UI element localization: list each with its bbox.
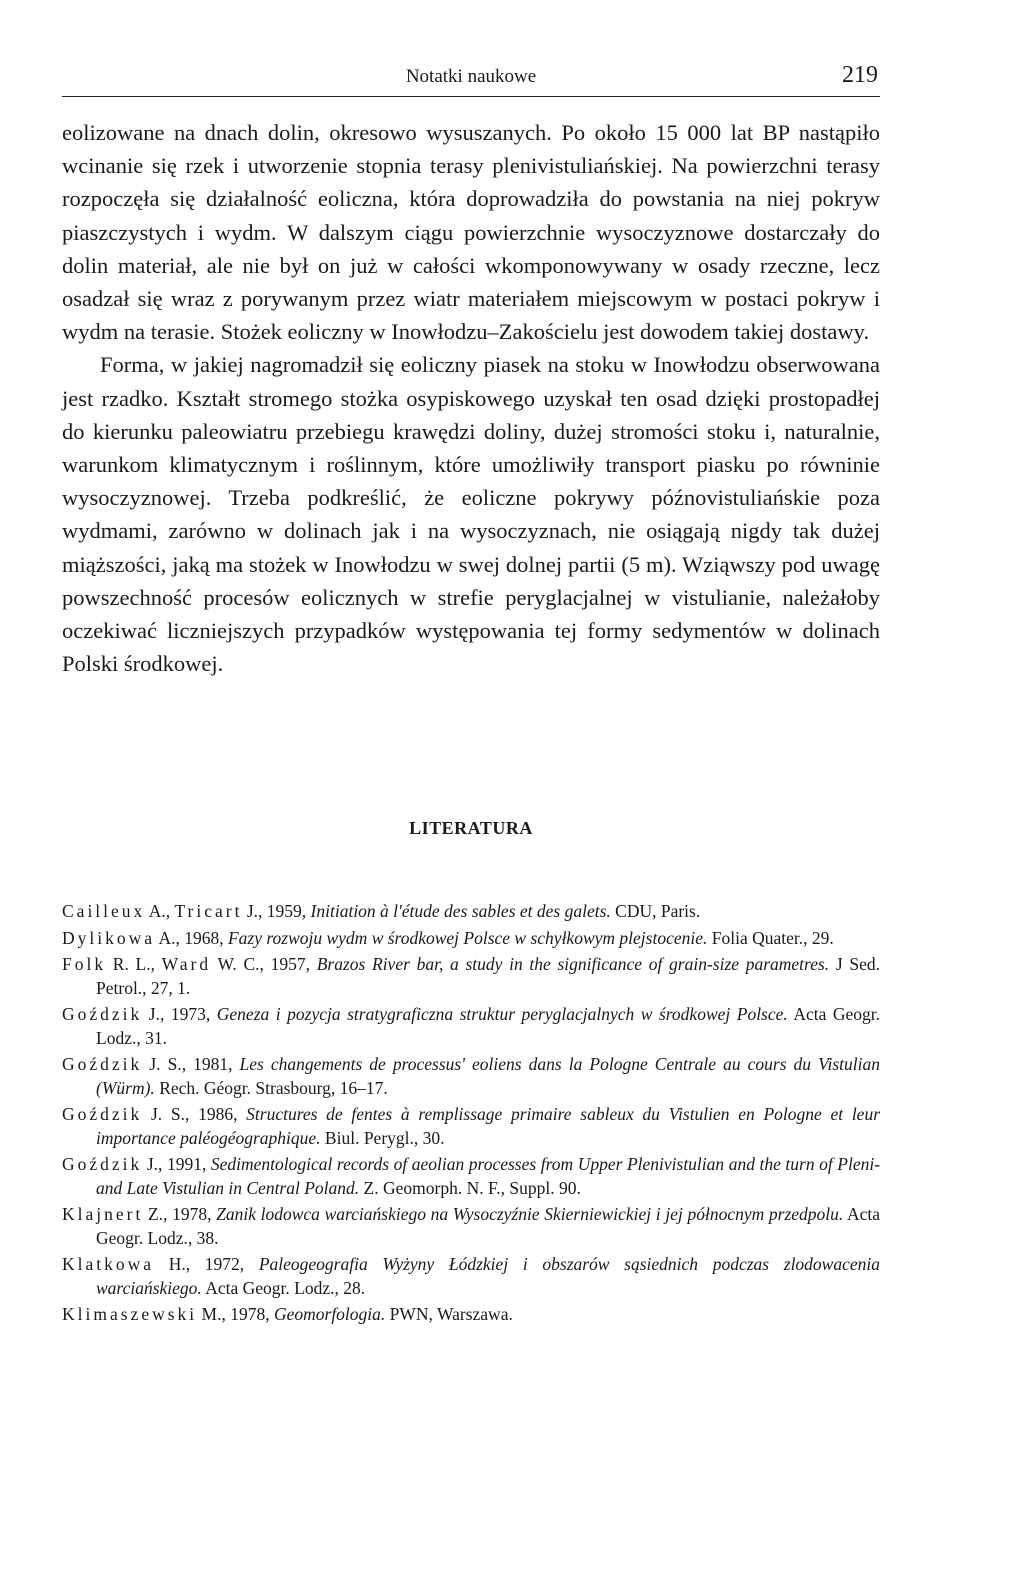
- reference-title: Fazy rozwoju wydm w środkowej Polsce w schyłkowym plejstocenie.: [227, 927, 708, 948]
- reference-author: Klimaszewski: [62, 1304, 198, 1324]
- reference-initials: J. S.: [142, 1104, 185, 1124]
- reference-entry: [62, 1303, 880, 1327]
- reference-initials: Z.: [143, 1204, 164, 1224]
- reference-year: , 1959,: [258, 901, 311, 921]
- reference-list: [62, 900, 880, 1330]
- reference-entry: [62, 953, 880, 1000]
- reference-author: Folk: [62, 954, 107, 974]
- reference-author: Tricart: [174, 901, 243, 921]
- reference-source: Folia Quater., 29.: [707, 927, 834, 948]
- reference-source: Acta Geogr. Lodz., 31.: [96, 1004, 881, 1048]
- body-text: [62, 116, 880, 680]
- reference-source: Acta Geogr. Lodz., 28.: [201, 1277, 366, 1298]
- reference-author: Cailleux: [62, 901, 146, 921]
- reference-initials: A.: [155, 927, 176, 948]
- reference-year: , 1968,: [175, 927, 228, 948]
- reference-title: Paleogeografia Wyżyny Łódzkiej i obszarów sąsiednich podczas zlodowacenia warciańskiego.: [96, 1254, 881, 1298]
- reference-author: Ward: [161, 954, 212, 974]
- reference-entry: [62, 1253, 880, 1300]
- reference-author: Goździk: [62, 1154, 143, 1174]
- reference-entry: [62, 1053, 880, 1100]
- reference-title: Zanik lodowca warciańskiego na Wysoczyźnie Skierniewickiej i jej północnym przedpolu.: [216, 1204, 844, 1224]
- reference-source: CDU, Paris.: [610, 901, 701, 921]
- reference-year: , 1991,: [158, 1154, 211, 1174]
- reference-title: Initiation à l'étude des sables et des galets.: [310, 901, 611, 921]
- reference-author: Dylikowa: [62, 927, 156, 948]
- running-head: [62, 62, 880, 97]
- paragraph: eolizowane na dnach dolin, okresowo wysuszanych. Po około 15 000 lat BP nastąpiło wcinanie się rzek i utworzenie stopnia terasy plenivistuliańskiej. Na powierzchni terasy rozpoczęła się działalność eoliczna, która doprowadziła do powstania na niej pokryw piaszczystych i wydm. W dalszym ciągu powierzchnie wysoczyznowe dostarczały do dolin materiał, ale nie był on już w całości wkomponowywany w osady rzeczne, lecz osadzał się wraz z porywanym przez wiatr materiałem miejscowym w postaci pokryw i wydm na terasie. Stożek eoliczny w Inowłodzu–Zakościelu jest dowodem takiej dostawy.: [62, 120, 880, 345]
- page-number: 219: [842, 62, 878, 88]
- reference-initials: J.: [242, 901, 259, 921]
- running-title: Notatki naukowe: [405, 66, 537, 87]
- reference-initials: R. L.,: [106, 954, 162, 974]
- reference-author: Goździk: [62, 1054, 143, 1074]
- reference-title: Les changements de processus' eoliens dans la Pologne Centrale au cours du Vistulian (Würm).: [96, 1054, 880, 1098]
- reference-author: Klajnert: [62, 1204, 144, 1224]
- reference-initials: J.: [142, 1154, 159, 1174]
- reference-year: , 1957,: [259, 954, 317, 974]
- reference-initials: A.,: [145, 901, 175, 921]
- reference-title: Geomorfologia.: [273, 1304, 386, 1324]
- reference-year: , 1978,: [221, 1304, 274, 1324]
- reference-source: Biul. Perygl., 30.: [320, 1127, 445, 1148]
- reference-entry: [62, 1103, 880, 1150]
- reference-initials: H.: [154, 1254, 186, 1274]
- reference-initials: W. C.: [211, 954, 260, 974]
- reference-entry: [62, 1003, 880, 1050]
- reference-year: , 1972,: [185, 1254, 259, 1274]
- literature-heading: LITERATURA: [409, 818, 533, 838]
- reference-initials: M.: [197, 1304, 222, 1324]
- reference-year: , 1981,: [181, 1054, 240, 1074]
- reference-entry: [62, 1153, 880, 1200]
- reference-source: Z. Geomorph. N. F., Suppl. 90.: [359, 1177, 581, 1198]
- reference-author: Klatkowa: [62, 1254, 155, 1274]
- reference-source: Acta Geogr. Lodz., 38.: [96, 1204, 880, 1248]
- reference-entry: [62, 1203, 880, 1250]
- reference-year: , 1986,: [185, 1104, 247, 1124]
- reference-author: Goździk: [62, 1004, 143, 1024]
- reference-year: , 1973,: [160, 1004, 217, 1024]
- reference-author: Goździk: [62, 1104, 143, 1124]
- reference-entry: [62, 927, 880, 951]
- reference-title: Structures de fentes à remplissage primaire sableux du Vistulien en Pologne et leur importance paléogéographique.: [96, 1104, 881, 1148]
- reference-source: PWN, Warszawa.: [385, 1304, 513, 1324]
- reference-year: , 1978,: [163, 1204, 217, 1224]
- reference-entry: [62, 900, 880, 924]
- reference-initials: J.: [142, 1004, 160, 1024]
- reference-initials: J. S.: [142, 1054, 182, 1074]
- paragraph: Forma, w jakiej nagromadził się eoliczny piasek na stoku w Inowłodzu obserwowana jest rzadko. Kształt stromego stożka osypiskowego uzyskał ten osad dzięki prostopadłej do kierunku paleowiatru przebiegu krawędzi doliny, dużej stromości stoku i, naturalnie, warunkom klimatycznym i roślinnym, które umożliwiły transport piasku po równinie wysoczyznowej. Trzeba podkreślić, że eoliczne pokrywy późnovistuliańskie poza wydmami, zarówno w dolinach jak i na wysoczyznach, nie osiągają nigdy tak dużej miąższości, jaką ma stożek w Inowłodzu w swej dolnej partii (5 m). Wziąwszy pod uwagę powszechność procesów eolicznych w strefie peryglacjalnej w vistulianie, należałoby oczekiwać liczniejszych przypadków występowania tej formy sedymentów w dolinach Polski środkowej.: [62, 352, 880, 677]
- reference-title: Brazos River bar, a study in the significance of grain-size parametres.: [316, 954, 830, 974]
- reference-title: Geneza i pozycja stratygraficzna struktur peryglacjalnych w środkowej Polsce.: [216, 1004, 788, 1024]
- reference-source: J Sed. Petrol., 27, 1.: [96, 954, 880, 998]
- reference-title: Sedimentological records of aeolian processes from Upper Plenivistulian and the turn of Pleni- and Late Vistulian in Central Poland.: [96, 1154, 881, 1198]
- reference-source: Rech. Géogr. Strasbourg, 16–17.: [154, 1077, 388, 1098]
